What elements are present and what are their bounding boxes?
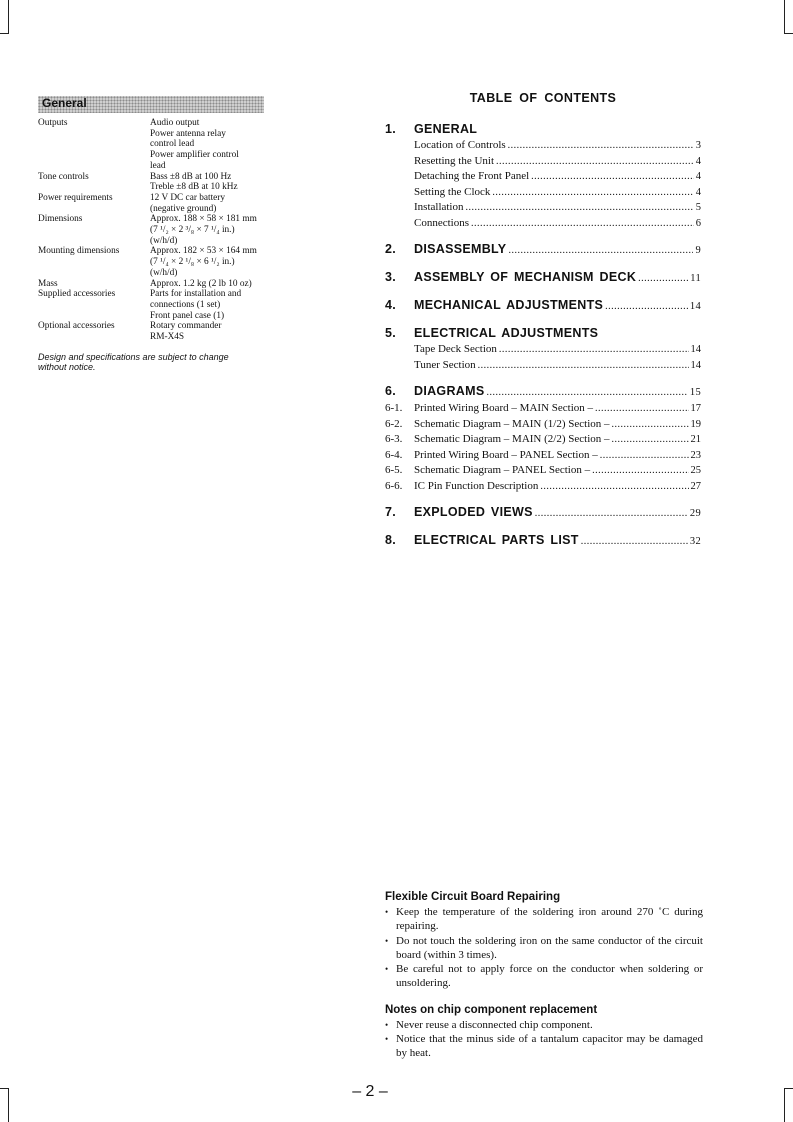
page-ref: 14 (689, 301, 701, 312)
spec-value-line: RM-X4S (150, 332, 185, 343)
entry-number: 6-3. (385, 433, 403, 445)
toc-entry (385, 154, 701, 170)
bullet-icon: • (385, 907, 389, 917)
section-title: MECHANICAL ADJUSTMENTS (414, 298, 604, 312)
toc-section-heading (385, 297, 701, 315)
section-number: 7. (385, 505, 397, 519)
entry-title: Detaching the Front Panel (414, 170, 530, 182)
toc-entry (385, 138, 701, 154)
spec-value-line: 12 V DC car battery (150, 192, 226, 203)
section-title: ELECTRICAL ADJUSTMENTS (414, 326, 599, 340)
crop-mark-top-left-v (8, 0, 9, 33)
spec-value-line: Bass ±8 dB at 100 Hz (150, 171, 232, 182)
section-number: 1. (385, 122, 397, 136)
spec-label: Mounting dimensions (38, 246, 120, 257)
page-ref: 11 (690, 273, 701, 284)
entry-title: Schematic Diagram – MAIN (1/2) Section – (414, 417, 610, 430)
dot-leader (592, 464, 688, 479)
entry-title: Tuner Section (414, 358, 476, 371)
toc-entry (385, 432, 701, 448)
entry-title: Installation (414, 201, 464, 213)
spec-value (150, 172, 270, 193)
repair-notes (385, 890, 703, 1061)
section-title: DISASSEMBLY (414, 242, 507, 256)
entry-title: Schematic Diagram – MAIN (2/2) Section – (414, 433, 610, 445)
toc-entry (385, 358, 701, 374)
toc-section (385, 532, 701, 550)
dot-leader (612, 433, 689, 448)
spec-list (38, 118, 270, 343)
note-text: Never reuse a disconnected chip component. (396, 1018, 593, 1031)
section-title: EXPLODED VIEWS (414, 505, 533, 519)
entry-title: Location of Controls (414, 139, 506, 151)
toc-section-heading (385, 325, 701, 342)
note-item (385, 1032, 703, 1061)
spec-value-line: (7 ¹/₂ × 2 ³/₈ × 7 ¹/₄ in.) (150, 225, 235, 236)
toc-entry (385, 169, 701, 185)
dot-leader (508, 139, 694, 154)
spec-value-line: control lead (150, 139, 195, 150)
bullet-icon: • (385, 1034, 389, 1045)
toc-entry (385, 463, 701, 479)
dot-leader (595, 402, 688, 417)
page-ref: 27 (690, 480, 701, 492)
toc-section-heading (385, 532, 701, 550)
section-number: 3. (385, 270, 397, 284)
spec-value-line: (w/h/d) (150, 235, 178, 246)
entry-title: Printed Wiring Board – MAIN Section – (414, 402, 594, 414)
dot-leader (600, 449, 689, 464)
toc-section-heading (385, 269, 701, 287)
spec-value (150, 118, 270, 172)
toc-entry (385, 185, 701, 201)
spec-value (150, 246, 270, 278)
page-ref: 6 (695, 217, 701, 229)
toc-section (385, 504, 701, 522)
spec-value-line: Treble ±8 dB at 10 kHz (150, 182, 238, 193)
spec-value-line: (7 ¹/₄ × 2 ¹/₈ × 6 ¹/₂ in.) (150, 257, 235, 268)
toc-section (385, 121, 701, 231)
toc-section (385, 325, 701, 373)
table-of-contents (385, 91, 701, 560)
entry-title: Resetting the Unit (414, 154, 495, 167)
crop-mark-bottom-right-v (784, 1088, 785, 1122)
note-text: Be careful not to apply force on the conductor when soldering or unsoldering. (396, 963, 703, 990)
toc-section (385, 241, 701, 259)
spec-value-line: Power antenna relay (150, 128, 226, 139)
dot-leader (535, 505, 688, 522)
entry-number: 6-2. (385, 417, 403, 430)
dot-leader (612, 418, 689, 433)
dot-leader (486, 384, 687, 401)
spec-value-line: Audio output (150, 118, 200, 128)
spec-value-line: Approx. 188 × 58 × 181 mm (150, 214, 257, 225)
spec-label: Power requirements (38, 192, 113, 203)
entry-number: 6-6. (385, 479, 403, 492)
dot-leader (471, 217, 694, 232)
toc-entry (385, 200, 701, 216)
dot-leader (508, 242, 693, 259)
toc-title: TABLE OF CONTENTS (469, 91, 617, 105)
section-number: 2. (385, 242, 397, 256)
toc-section-heading (385, 383, 701, 401)
spec-label: Outputs (38, 118, 68, 128)
chip-replacement-heading: Notes on chip component replacement (385, 1003, 598, 1016)
section-number: 6. (385, 384, 397, 398)
page-ref: 32 (689, 536, 701, 547)
page-ref: 4 (695, 171, 701, 182)
section-title: ELECTRICAL PARTS LIST (414, 533, 579, 547)
spec-value-line: Rotary commander (150, 321, 222, 332)
page-ref: 19 (690, 418, 701, 430)
page-ref: 17 (690, 403, 701, 414)
bullet-icon: • (385, 1019, 389, 1030)
toc-body (385, 121, 701, 550)
crop-mark-bottom-right-h (784, 1088, 793, 1089)
note-item (385, 1018, 703, 1032)
spec-value-line: Front panel case (1) (150, 310, 225, 321)
page-ref: 29 (689, 508, 701, 519)
flex-board-heading: Flexible Circuit Board Repairing (385, 891, 561, 903)
spec-value-line: Approx. 1.2 kg (2 lb 10 oz) (150, 278, 252, 289)
spec-note-line: Design and specifications are subject to change (38, 351, 229, 362)
section-number: 8. (385, 533, 397, 547)
toc-section-heading (385, 504, 701, 522)
spec-value (150, 214, 270, 246)
spec-value (150, 289, 270, 321)
note-text: Keep the temperature of the soldering iron around 270 ˚C during repairing. (396, 906, 703, 933)
note-item (385, 905, 703, 934)
crop-mark-top-right-v (784, 0, 785, 33)
spec-value-line: (negative ground) (150, 203, 217, 214)
spec-value (150, 193, 270, 214)
spec-value-line: Parts for installation and (150, 289, 242, 300)
spec-row (38, 193, 270, 214)
page-number: – 2 – (352, 1083, 388, 1100)
entry-number: 6-1. (385, 402, 403, 414)
bullet-icon: • (385, 964, 389, 975)
chip-replacement-list (385, 1018, 703, 1061)
page-ref: 4 (695, 186, 701, 198)
dot-leader (499, 343, 689, 358)
page-ref: 5 (695, 202, 701, 213)
bullet-icon: • (385, 935, 389, 946)
entry-number: 6-4. (385, 448, 403, 461)
spec-label: Dimensions (38, 214, 83, 225)
spec-row (38, 172, 270, 193)
page-ref: 14 (690, 359, 701, 371)
note-item (385, 934, 703, 963)
toc-entry (385, 479, 701, 495)
specifications-panel (38, 96, 270, 373)
spec-row (38, 321, 270, 342)
toc-section-heading (385, 121, 701, 138)
toc-entry (385, 448, 701, 464)
crop-mark-top-right-h (784, 33, 793, 34)
spec-value (150, 279, 270, 290)
page-ref: 21 (690, 434, 701, 445)
crop-mark-bottom-left-v (8, 1088, 9, 1122)
entry-number: 6-5. (385, 464, 403, 476)
toc-section (385, 269, 701, 287)
spec-value-line: Approx. 182 × 53 × 164 mm (150, 246, 257, 257)
entry-title: Tape Deck Section (414, 343, 497, 355)
toc-entry (385, 216, 701, 232)
dot-leader (605, 298, 688, 315)
spec-row (38, 246, 270, 278)
page-ref: 25 (690, 465, 701, 476)
dot-leader (638, 270, 688, 287)
entry-title: Connections (414, 216, 469, 229)
spec-label: Optional accessories (38, 321, 115, 332)
spec-label: Supplied accessories (38, 289, 116, 300)
section-title: DIAGRAMS (414, 384, 485, 398)
spec-value-line: lead (150, 160, 166, 171)
section-title: ASSEMBLY OF MECHANISM DECK (414, 270, 637, 284)
spec-label: Tone controls (38, 171, 89, 182)
spec-value-line: connections (1 set) (150, 299, 221, 310)
toc-section (385, 383, 701, 494)
toc-section (385, 297, 701, 315)
section-title: GENERAL (414, 122, 478, 136)
spec-row (38, 289, 270, 321)
note-text: Do not touch the soldering iron on the same conductor of the circuit board (within 3 times). (396, 934, 703, 961)
page-ref: 9 (695, 245, 701, 256)
dot-leader (531, 170, 694, 185)
spec-note-line: without notice. (38, 362, 96, 373)
dot-leader (581, 533, 688, 550)
entry-title: Setting the Clock (414, 185, 491, 198)
spec-note (38, 352, 268, 373)
page-ref: 23 (690, 449, 701, 461)
crop-mark-top-left-h (0, 33, 9, 34)
dot-leader (478, 359, 689, 374)
spec-value-line: Power amplifier control (150, 150, 239, 161)
toc-section-heading (385, 241, 701, 259)
general-heading: General (42, 96, 87, 110)
crop-mark-bottom-left-h (0, 1088, 9, 1089)
page-ref: 4 (695, 155, 701, 167)
entry-title: Schematic Diagram – PANEL Section – (414, 464, 591, 476)
entry-title: IC Pin Function Description (414, 479, 539, 492)
page-ref: 15 (689, 387, 701, 398)
note-text: Notice that the minus side of a tantalum capacitor may be damaged by heat. (396, 1033, 703, 1060)
flex-board-list (385, 905, 703, 991)
section-number: 5. (385, 326, 397, 340)
spec-row (38, 118, 270, 172)
entry-title: Printed Wiring Board – PANEL Section – (414, 448, 598, 461)
dot-leader (540, 480, 688, 495)
page-ref: 3 (695, 140, 701, 151)
toc-entry (385, 417, 701, 433)
toc-entry (385, 401, 701, 417)
dot-leader (466, 201, 694, 216)
toc-entry (385, 342, 701, 358)
dot-leader (492, 186, 693, 201)
spec-value-line: (w/h/d) (150, 267, 178, 278)
section-number: 4. (385, 298, 397, 312)
general-heading-bar (38, 96, 264, 113)
spec-label: Mass (38, 278, 58, 289)
spec-row (38, 214, 270, 246)
dot-leader (496, 155, 694, 170)
note-item (385, 962, 703, 991)
page-ref: 14 (690, 344, 701, 355)
spec-value (150, 321, 270, 342)
spec-row (38, 279, 270, 290)
